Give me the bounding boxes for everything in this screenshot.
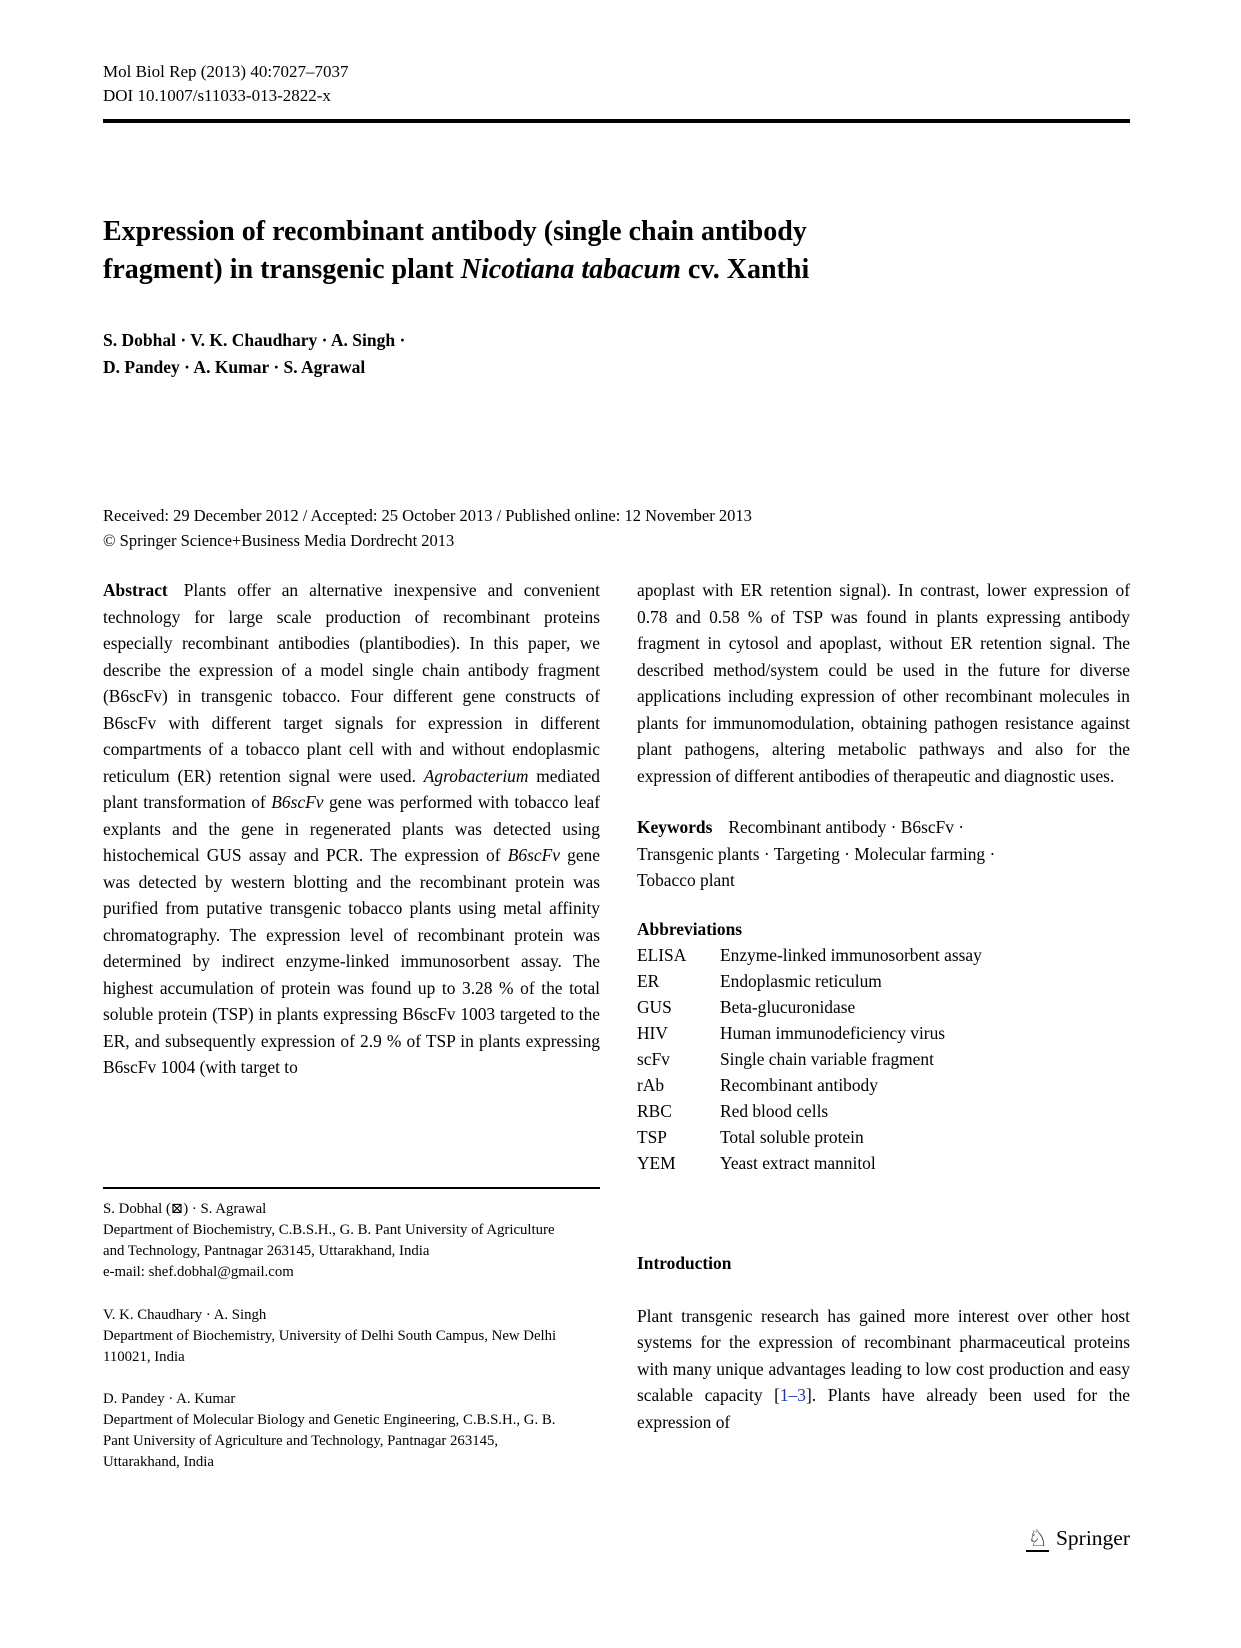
footnote-affiliation-2 (103, 1305, 577, 1368)
springer-knight-icon: ♘ (1027, 1526, 1048, 1551)
abbreviation-row (637, 1072, 1130, 1098)
dates-block (103, 503, 1130, 553)
abbreviation-definition: Single chain variable fragment (720, 1049, 934, 1069)
footnote-affiliation-3 (103, 1389, 577, 1473)
abbreviation-definition: Yeast extract mannitol (720, 1153, 876, 1173)
abbreviation-term: YEM (637, 1153, 676, 1173)
abbreviation-row (637, 994, 1130, 1020)
abbreviation-row (637, 1124, 1130, 1150)
right-column (637, 577, 1130, 1435)
footnote-affiliation-text: Department of Biochemistry, C.B.S.H., G. B. Pant University of Agriculture and Technology, Pantnagar 263145, Uttarakhand, India (103, 1222, 555, 1259)
abbreviation-definition: Red blood cells (720, 1101, 829, 1121)
abbreviation-row (637, 1046, 1130, 1072)
abbreviation-row (637, 1020, 1130, 1046)
abbreviation-definition: Endoplasmic reticulum (720, 971, 882, 991)
article-title: Expression of recombinant antibody (single chain antibody fragment) in transgenic plant Nicotiana tabacum cv. Xanthi (103, 216, 810, 285)
footnote-affiliation-text: Department of Molecular Biology and Genetic Engineering, C.B.S.H., G. B. Pant University of Agriculture and Technology, Pantnagar 263145, Uttarakhand, India (103, 1412, 556, 1470)
abbreviation-term: ER (637, 971, 660, 991)
header-rule (103, 119, 1130, 123)
abbreviation-row (637, 968, 1130, 994)
footnote-authors: D. Pandey · A. Kumar (103, 1391, 236, 1407)
abbreviation-term: RBC (637, 1101, 672, 1121)
publisher-wordmark: Springer (1055, 1526, 1130, 1550)
keywords-label: Keywords (637, 817, 713, 837)
footnote-text (103, 1199, 577, 1473)
abbreviation-definition: Human immunodeficiency virus (720, 1023, 946, 1043)
abbreviation-definition: Total soluble protein (720, 1127, 864, 1147)
abstract-text: Plants offer an alternative inexpensive and convenient technology for large scale production of recombinant proteins especially recombinant antibodies (plantibodies). In this paper, we describe the expression of a model single chain antibody fragment (B6scFv) in transgenic tobacco. Four different gene constructs of B6scFv with different target signals for expression in different compartments of a tobacco plant cell with and without endoplasmic reticulum (ER) retention signal were used. Agrobacterium mediated plant transformation of B6scFv gene was performed with tobacco leaf explants and the gene in regenerated plants was detected using histochemical GUS assay and PCR. The expression of B6scFv gene was detected by western blotting and the recombinant protein was purified from putative transgenic tobacco plants using metal affinity chromatography. The expression level of recombinant protein was determined by indirect enzyme-linked immunosorbent assay. The highest accumulation of protein was found up to 3.28 % of the total soluble protein (TSP) in plants expressing B6scFv 1003 targeted to the ER, and subsequently expression of 2.9 % of TSP in plants expressing B6scFv 1004 (with target to (103, 580, 601, 1077)
footnote-section (103, 1187, 600, 1473)
abbreviation-term: TSP (637, 1127, 667, 1147)
abstract-continued-paragraph: apoplast with ER retention signal). In contrast, lower expression of 0.78 and 0.58 % of TSP was found in plants expressing antibody fragment in cytosol and apoplast, without ER retention signal. The described method/system could be used in the future for diverse applications including expression of other recombinant molecules in plants for immunomodulation, obtaining pathogen resistance against plant pathogens, altering metabolic pathways and also for the expression of different antibodies of therapeutic and diagnostic uses. (637, 580, 1130, 786)
citation-link[interactable]: 1–3 (779, 1385, 806, 1405)
envelope-icon: ⊠ (170, 1201, 184, 1217)
copyright-line: © Springer Science+Business Media Dordrecht 2013 (103, 531, 455, 550)
footnote-email: e-mail: shef.dobhal@gmail.com (103, 1264, 294, 1280)
abbreviation-row (637, 942, 1130, 968)
introduction-paragraph: Plant transgenic research has gained more interest over other host systems for the expression of recombinant pharmaceutical proteins with many unique advantages leading to low cost production and easy scalable capacity [1–3]. Plants have already been used for the expression of (637, 1305, 1130, 1432)
abbreviation-term: HIV (637, 1023, 668, 1043)
footnote-authors: V. K. Chaudhary · A. Singh (103, 1307, 267, 1323)
footnote-affiliation-1 (103, 1199, 577, 1283)
publisher-logo (930, 1526, 1130, 1551)
abbreviation-term: ELISA (637, 945, 687, 965)
abbreviation-definition: Beta-glucuronidase (720, 997, 856, 1017)
abbreviation-row (637, 1150, 1130, 1176)
doi-line: DOI 10.1007/s11033-013-2822-x (103, 86, 331, 105)
footnote-affiliation-text: Department of Biochemistry, University of Delhi South Campus, New Delhi 110021, India (103, 1328, 557, 1365)
abbreviation-definition: Recombinant antibody (720, 1075, 878, 1095)
abbreviations-section (637, 916, 1130, 1177)
footnote-authors: S. Dobhal (⊠) · S. Agrawal (103, 1201, 267, 1217)
journal-citation-line: Mol Biol Rep (2013) 40:7027–7037 (103, 62, 349, 81)
abbreviations-heading: Abbreviations (637, 918, 743, 939)
introduction-heading: Introduction (637, 1253, 732, 1273)
journal-header (103, 60, 1130, 108)
abbreviation-term: rAb (637, 1075, 665, 1095)
keywords-text: Recombinant antibody · B6scFv · Transgenic plants · Targeting · Molecular farming · Tobacco plant (637, 817, 996, 890)
abbreviation-definition: Enzyme-linked immunosorbent assay (720, 945, 982, 965)
authors-line: S. Dobhal · V. K. Chaudhary · A. Singh · D. Pandey · A. Kumar · S. Agrawal (103, 330, 406, 377)
abstract-label: Abstract (103, 580, 168, 600)
keywords-block (637, 814, 1130, 894)
abbreviation-term: GUS (637, 997, 672, 1017)
abbreviation-row (637, 1098, 1130, 1124)
received-accepted-line: Received: 29 December 2012 / Accepted: 25 October 2013 / Published online: 12 November 2013 (103, 506, 752, 525)
abbreviation-term: scFv (637, 1049, 670, 1069)
abstract-paragraph (103, 577, 600, 1081)
